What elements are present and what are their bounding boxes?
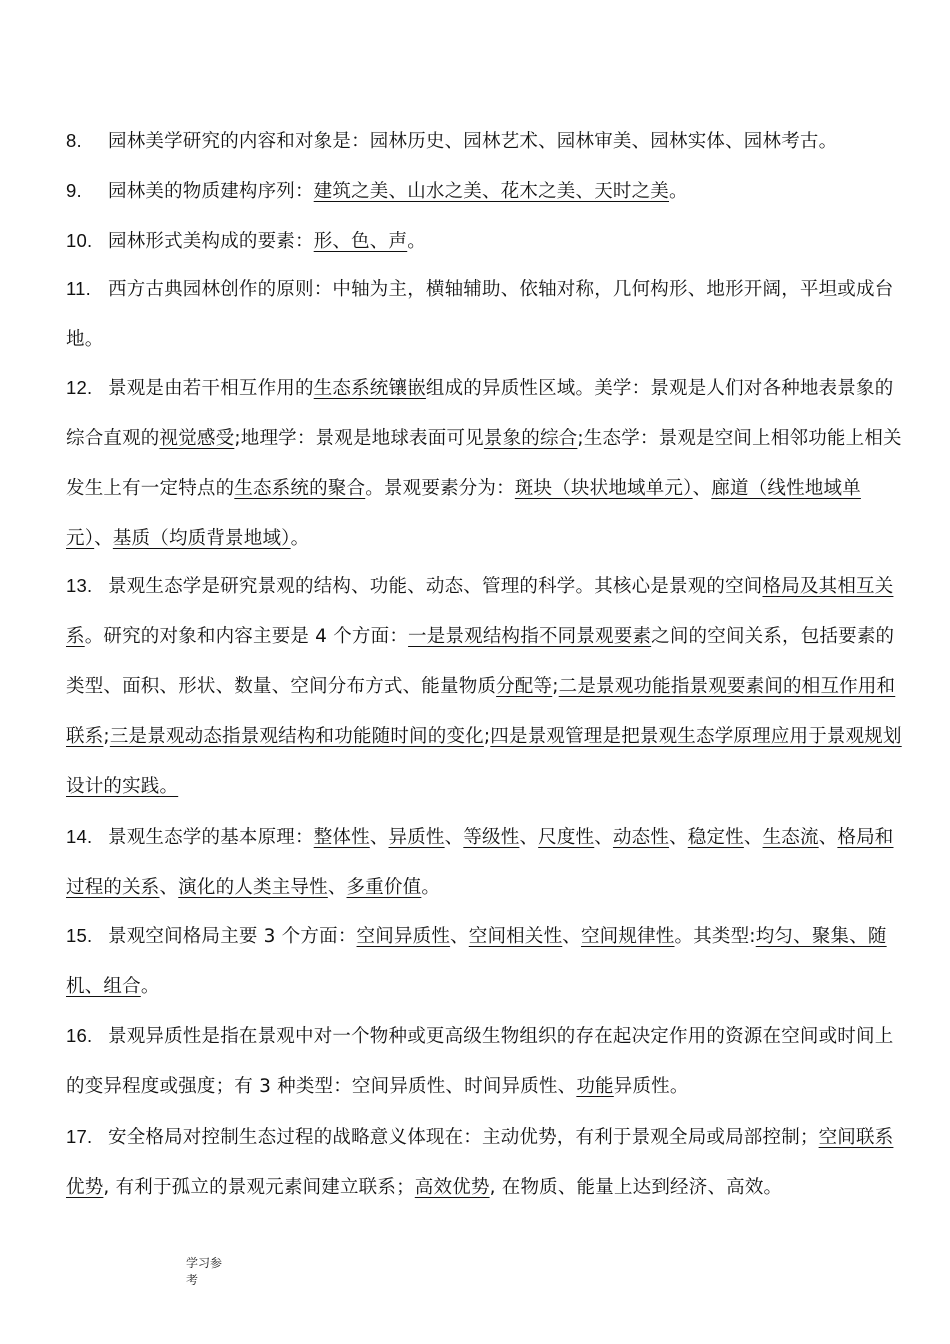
underlined-text: 生态系统镶嵌 xyxy=(313,378,426,399)
underlined-text: 稳定性 xyxy=(687,827,744,848)
item-text: 景观是由若干相互作用的 xyxy=(108,378,314,399)
item-text: 景观异质性是指在景观中对一个物种或更高级生物组织的存在起决定作用的资源在空间或时间上的变异程度或强度；有 3 种类型：空间异质性、时间异质性、 xyxy=(66,1026,894,1097)
item-12 xyxy=(66,363,902,564)
underlined-text: 景象的综合 xyxy=(483,428,578,449)
item-17 xyxy=(66,1112,902,1213)
underlined-text: 四是景观管理是把景观生态学原理应用于景观规划设计的实践。 xyxy=(66,726,902,797)
underlined-text: 空间联系优势 xyxy=(66,1127,894,1198)
underlined-text: 二是景观功能指景观要素间的相互作用和联系 xyxy=(66,676,896,747)
item-text: ;生态学：景观是空间上相邻功能上相关发生上有一定特点的 xyxy=(66,428,902,499)
item-number: 12. xyxy=(66,377,93,398)
item-number: 11. xyxy=(66,278,91,299)
item-text: 。 xyxy=(669,181,688,202)
underlined-text: 空间规律性 xyxy=(580,926,675,947)
underlined-text: 视觉感受 xyxy=(159,428,235,449)
underlined-text: 三是景观动态指景观结构和功能随时间的变化 xyxy=(109,726,484,747)
underlined-text: 多重价值 xyxy=(346,877,422,898)
item-text: 、 xyxy=(669,827,688,848)
item-text: 景观生态学的基本原理： xyxy=(108,827,314,848)
item-text: 、 xyxy=(444,827,464,848)
item-text: 园林美学研究的内容和对象是：园林历史、园林艺术、园林审美、园林实体、园林考古。 xyxy=(108,131,838,152)
item-15 xyxy=(66,911,902,1012)
item-text: 、 xyxy=(519,827,539,848)
item-10 xyxy=(66,216,902,267)
item-text: 。景观要素分为： xyxy=(365,478,515,499)
item-8 xyxy=(66,116,902,167)
page-footer xyxy=(186,1255,234,1289)
underlined-text: 斑块（块状地域单元） xyxy=(514,478,693,499)
underlined-text: 分配等 xyxy=(496,676,553,697)
item-number: 16. xyxy=(66,1025,93,1046)
footer-line: 学习参 xyxy=(186,1256,223,1270)
underlined-text: 廊道（线性地域单元） xyxy=(66,478,861,549)
item-16 xyxy=(66,1011,902,1112)
item-text: 、 xyxy=(94,528,113,549)
item-text: 之间的空间关系，包括要素的类型、面积、形状、数量、空间分布方式、能量物质 xyxy=(66,626,895,697)
item-text: ; xyxy=(552,676,559,697)
underlined-text: 功能 xyxy=(576,1076,614,1097)
item-text: 、 xyxy=(743,827,763,848)
item-number: 8. xyxy=(66,130,82,151)
item-text: ;地理学：景观是地球表面可见 xyxy=(234,428,484,449)
item-number: 14. xyxy=(66,826,93,847)
item-text: 。 xyxy=(290,528,310,549)
underlined-text: 空间异质性 xyxy=(356,926,451,947)
item-text: 。 xyxy=(407,231,426,252)
underlined-text: 等级性 xyxy=(463,827,520,848)
item-text: 、 xyxy=(159,877,179,898)
item-text: 景观空间格局主要 3 个方面： xyxy=(108,926,357,947)
underlined-text: 生态流 xyxy=(762,827,819,848)
item-text: 。研究的对象和内容主要是 4 个方面： xyxy=(84,626,409,647)
item-text: , 在物质、能量上达到经济、高效。 xyxy=(489,1177,783,1198)
item-text: ; xyxy=(103,726,110,747)
footer-line: 考 xyxy=(186,1273,199,1287)
item-text: 组成的异质性区域。美学：景观是人们对各种地表景象的综合直观的 xyxy=(66,378,894,449)
item-text: 安全格局对控制生态过程的战略意义体现在：主动优势，有利于景观全局或局部控制； xyxy=(108,1127,819,1148)
item-text: 、 xyxy=(369,827,389,848)
underlined-text: 演化的人类主导性 xyxy=(178,877,328,898)
item-text: 、 xyxy=(562,926,581,947)
item-number: 10. xyxy=(66,230,93,251)
item-number: 15. xyxy=(66,925,93,946)
item-text: 园林形式美构成的要素： xyxy=(108,231,314,252)
underlined-text: 高效优势 xyxy=(414,1177,490,1198)
item-number: 9. xyxy=(66,180,82,201)
item-text: ; xyxy=(483,726,491,747)
underlined-text: 基质（均质背景地域） xyxy=(112,528,291,549)
item-text: 西方古典园林创作的原则：中轴为主，横轴辅助、依轴对称，几何构形、地形开阔，平坦或成台地。 xyxy=(66,279,894,350)
underlined-text: 整体性 xyxy=(313,827,370,848)
underlined-text: 格局及其相互关系 xyxy=(66,576,894,647)
underlined-text: 形、色、声 xyxy=(313,231,408,252)
underlined-text: 尺度性 xyxy=(538,827,595,848)
underlined-text: 均匀、聚集、随机、组合 xyxy=(66,926,887,997)
item-text: 、 xyxy=(818,827,838,848)
item-11 xyxy=(66,264,902,365)
item-text: 异质性。 xyxy=(613,1076,689,1097)
underlined-text: 生态系统的聚合 xyxy=(234,478,366,499)
item-text: 。 xyxy=(421,877,441,898)
item-13 xyxy=(66,561,902,812)
item-text: 。其类型: xyxy=(674,926,756,947)
underlined-text: 格局和过程的关系 xyxy=(66,827,894,898)
item-text: , 有利于孤立的景观元素间建立联系； xyxy=(103,1177,415,1198)
item-text: 、 xyxy=(450,926,469,947)
underlined-text: 空间相关性 xyxy=(468,926,563,947)
item-text: 、 xyxy=(327,877,347,898)
item-text: 。 xyxy=(140,976,160,997)
item-number: 13. xyxy=(66,575,93,596)
underlined-text: 动态性 xyxy=(612,827,670,848)
item-text: 园林美的物质建构序列： xyxy=(108,181,314,202)
item-text: 、 xyxy=(594,827,613,848)
item-text: 、 xyxy=(692,478,712,499)
underlined-text: 建筑之美、山水之美、花木之美、天时之美 xyxy=(313,181,670,202)
item-number: 17. xyxy=(66,1126,93,1147)
item-14 xyxy=(66,812,902,913)
underlined-text: 一是景观结构指不同景观要素 xyxy=(408,626,652,647)
item-text: 景观生态学是研究景观的结构、功能、动态、管理的科学。其核心是景观的空间 xyxy=(108,576,763,597)
item-9 xyxy=(66,166,902,217)
underlined-text: 异质性 xyxy=(388,827,445,848)
